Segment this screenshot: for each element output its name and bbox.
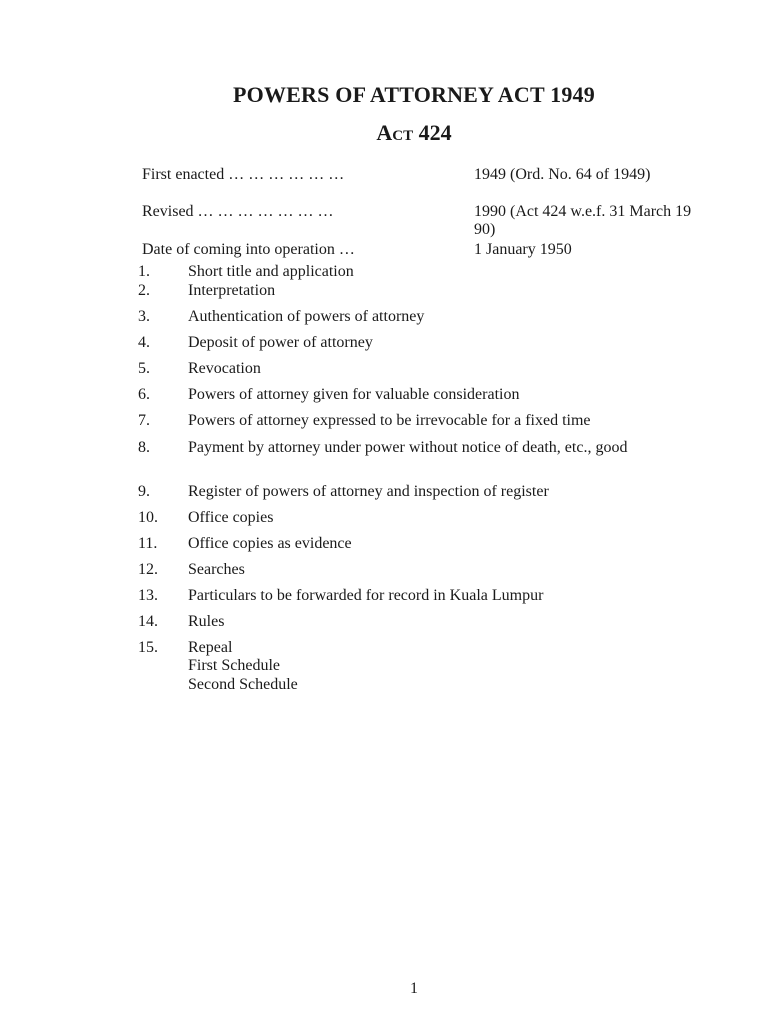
- act-number-heading: [0, 120, 768, 146]
- toc-title: Office copies: [188, 509, 274, 526]
- toc-number: 13.: [138, 587, 158, 604]
- toc-number: 3.: [138, 308, 150, 325]
- toc-title: Particulars to be forwarded for record in Kuala Lumpur: [188, 587, 544, 604]
- toc-number: 2.: [138, 282, 150, 299]
- toc-title: Authentication of powers of attorney: [188, 308, 425, 325]
- toc-title: Repeal: [188, 639, 233, 656]
- toc-title: Deposit of power of attorney: [188, 334, 373, 351]
- toc-title: Payment by attorney under power without notice of death, etc., good: [188, 439, 628, 456]
- coming-into-operation-value: 1 January 1950: [474, 241, 572, 258]
- toc-number: 6.: [138, 386, 150, 403]
- schedule-item: First Schedule: [188, 657, 280, 674]
- act-label-initial: A: [376, 120, 393, 145]
- toc-title: Office copies as evidence: [188, 535, 352, 552]
- toc-title: Rules: [188, 613, 225, 630]
- toc-number: 1.: [138, 263, 150, 280]
- toc-number: 10.: [138, 509, 158, 526]
- act-number-value: 424: [418, 120, 452, 145]
- toc-number: 14.: [138, 613, 158, 630]
- toc-title: Powers of attorney given for valuable consideration: [188, 386, 520, 403]
- toc-number: 5.: [138, 360, 150, 377]
- toc-number: 7.: [138, 412, 150, 429]
- page-title: POWERS OF ATTORNEY ACT 1949: [233, 82, 595, 107]
- revised-label: Revised … … … … … … …: [142, 203, 334, 220]
- toc-title: Short title and application: [188, 263, 354, 280]
- toc-title: Register of powers of attorney and inspection of register: [188, 483, 549, 500]
- toc-title: Searches: [188, 561, 245, 578]
- toc-title: Interpretation: [188, 282, 276, 299]
- act-label-rest: ct: [392, 120, 414, 145]
- schedule-item: Second Schedule: [188, 676, 298, 693]
- toc-number: 4.: [138, 334, 150, 351]
- first-enacted-label: First enacted … … … … … …: [142, 166, 345, 183]
- revised-value: 1990 (Act 424 w.e.f. 31 March 1990): [474, 203, 692, 238]
- toc-title: Revocation: [188, 360, 261, 377]
- page-number: 1: [410, 980, 418, 997]
- first-enacted-value: 1949 (Ord. No. 64 of 1949): [474, 166, 651, 183]
- toc-number: 15.: [138, 639, 158, 656]
- toc-title: Powers of attorney expressed to be irrevocable for a fixed time: [188, 412, 591, 429]
- toc-number: 11.: [138, 535, 158, 552]
- toc-number: 12.: [138, 561, 158, 578]
- toc-number: 8.: [138, 439, 150, 456]
- coming-into-operation-label: Date of coming into operation …: [142, 241, 355, 258]
- toc-number: 9.: [138, 483, 150, 500]
